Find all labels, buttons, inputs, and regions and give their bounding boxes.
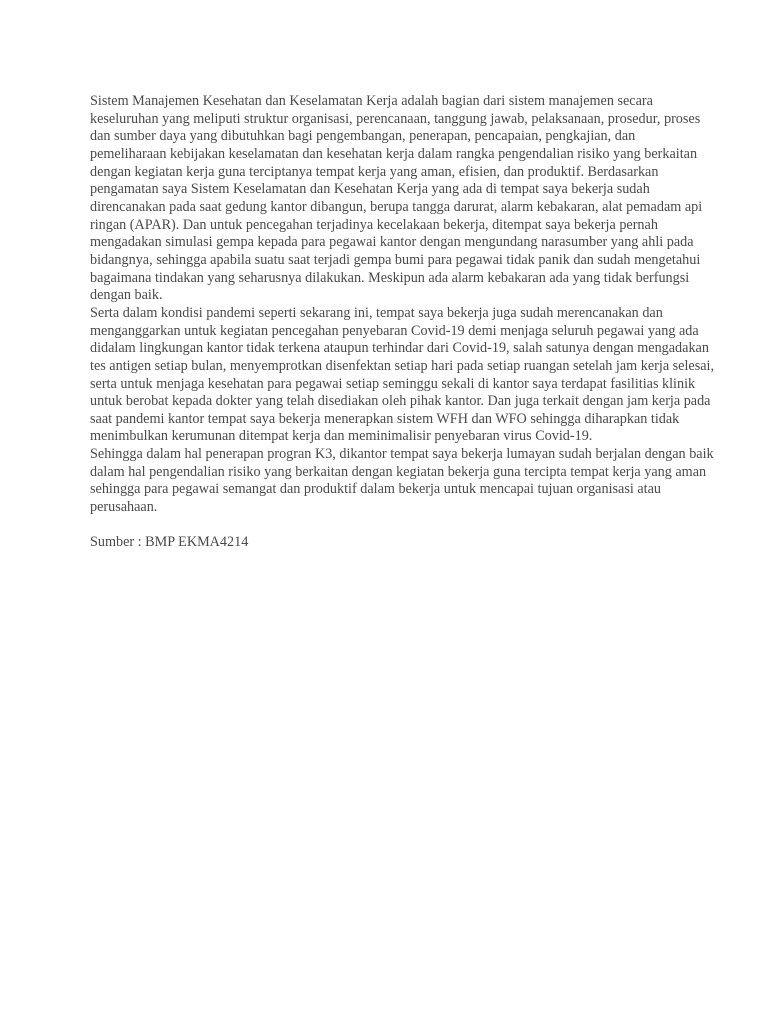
paragraph-sistem-manajemen: Sistem Manajemen Kesehatan dan Keselamatan Kerja adalah bagian dari sistem manajemen secara keseluruhan yang meliputi struktur organisasi, perencanaan, tanggung jawab, pelaksanaan, prosedur, proses dan sumber daya yang dibutuhkan bagi pengembangan, penerapan, pencapaian, pengkajian, dan pemeliharaan kebijakan keselamatan dan kesehatan kerja dalam rangka pengendalian risiko yang berkaitan dengan kegiatan kerja guna terciptanya tempat kerja yang aman, efisien, dan produktif. Berdasarkan pengamatan saya Sistem Keselamatan dan Kesehatan Kerja yang ada di tempat saya bekerja sudah direncanakan pada saat gedung kantor dibangun, berupa tangga darurat, alarm kebakaran, alat pemadam api ringan (APAR). Dan untuk pencegahan terjadinya kecelakaan bekerja, ditempat saya bekerja pernah mengadakan simulasi gempa kepada para pegawai kantor dengan mengundang narasumber yang ahli pada bidangnya, sehingga apabila suatu saat terjadi gempa bumi para pegawai tidak panik dan sudah mengetahui bagaimana tindakan yang seharusnya dilakukan. Meskipun ada alarm kebakaran ada yang tidak berfungsi dengan baik. (90, 93, 703, 304)
source-spacer (90, 517, 715, 535)
paragraph-kondisi-pandemi: Serta dalam kondisi pandemi seperti sekarang ini, tempat saya bekerja juga sudah merencanakan dan menganggarkan untuk kegiatan pencegahan penyebaran Covid-19 demi menjaga seluruh pegawai yang ada didalam lingkungan kantor tidak terkena ataupun terhindar dari Covid-19, salah satunya dengan mengadakan tes antigen setiap bulan, menyemprotkan disenfektan setiap hari pada setiap ruangan setelah jam kerja selesai, serta untuk menjaga kesehatan para pegawai setiap seminggu sekali di kantor saya terdapat fasilitias klinik untuk berobat kepada dokter yang telah disediakan oleh pihak kantor. Dan juga terkait dengan jam kerja pada saat pandemi kantor tempat saya bekerja menerapkan sistem WFH dan WFO sehingga diharapkan tidak menimbulkan kerumunan ditempat kerja dan meminimalisir penyebaran virus Covid-19. (90, 304, 715, 445)
source-citation: Sumber : BMP EKMA4214 (90, 534, 249, 551)
document-body (90, 93, 715, 552)
paragraph-penerapan-k3: Sehingga dalam hal penerapan progran K3, dikantor tempat saya bekerja lumayan sudah berjalan dengan baik dalam hal pengendalian risiko yang berkaitan dengan kegiatan bekerja guna tercipta tempat kerja yang aman sehingga para pegawai semangat dan produktif dalam bekerja untuk mencapai tujuan organisasi atau perusahaan. (90, 446, 714, 516)
